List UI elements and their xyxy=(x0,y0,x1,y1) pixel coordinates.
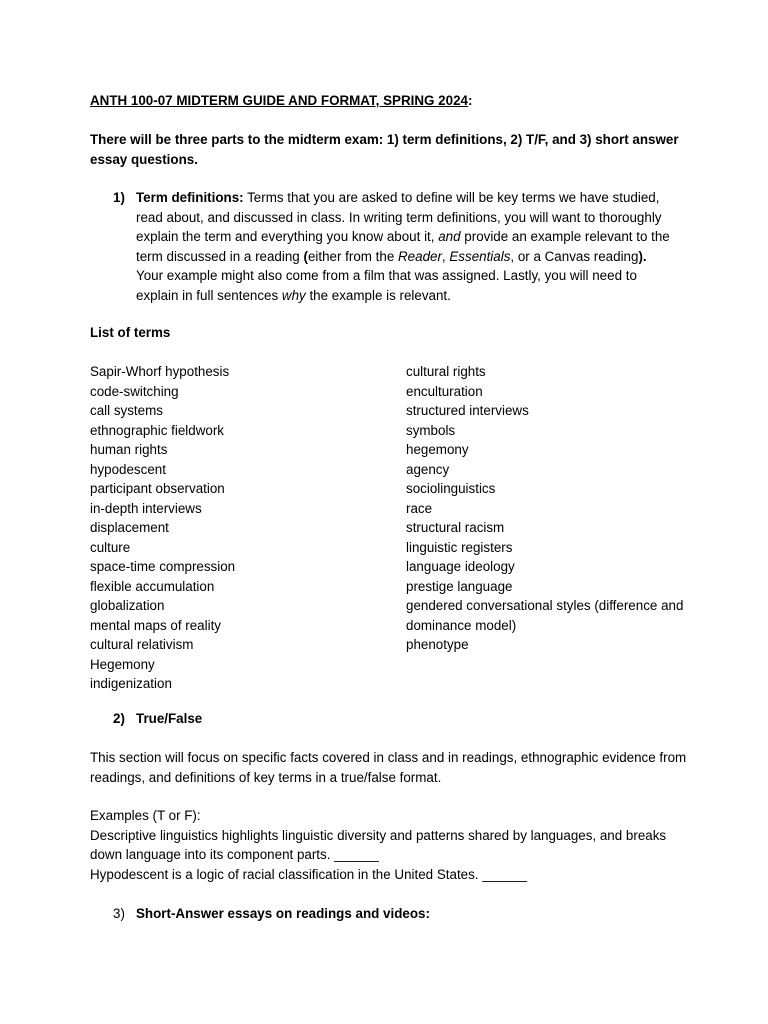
term-item: culture xyxy=(90,539,131,555)
term-item: agency xyxy=(406,461,450,477)
term-item: displacement xyxy=(90,520,169,535)
title-underlined: ANTH 100-07 MIDTERM GUIDE AND FORMAT, SPRING 2024 xyxy=(90,93,468,108)
term-item: code-switching xyxy=(90,383,179,399)
section-1-paren: ). xyxy=(638,248,647,264)
exam-intro: There will be three parts to the midterm exam: 1) term definitions, 2) T/F, and 3) short answer essay questions. xyxy=(90,132,679,167)
section-1-paren: ( xyxy=(303,248,308,264)
term-item: symbols xyxy=(406,422,456,438)
section-true-false xyxy=(113,709,673,729)
term-item: Sapir-Whorf hypothesis xyxy=(90,364,230,379)
term-item: space-time compression xyxy=(90,559,236,574)
section-1-and: and xyxy=(438,229,461,244)
term-item: gendered conversational styles (difference and dominance model) xyxy=(406,598,684,633)
term-item: cultural relativism xyxy=(90,637,194,652)
term-item: structured interviews xyxy=(406,403,529,418)
term-item: hypodescent xyxy=(90,461,166,477)
term-item: in-depth interviews xyxy=(90,500,202,516)
terms-heading: List of terms xyxy=(90,325,171,340)
term-item: race xyxy=(406,500,433,516)
section-2-number: 2) xyxy=(113,711,125,726)
term-item: sociolinguistics xyxy=(406,481,496,496)
title-colon: : xyxy=(467,93,473,108)
term-item: structural racism xyxy=(406,520,505,535)
section-3-number: 3) xyxy=(113,906,125,921)
term-item: hegemony xyxy=(406,442,469,457)
section-term-definitions xyxy=(113,188,673,305)
section-short-answer xyxy=(113,904,673,924)
true-false-examples xyxy=(90,806,690,884)
term-item: linguistic registers xyxy=(406,539,513,555)
terms-column-right xyxy=(406,362,686,655)
document-title xyxy=(90,91,472,111)
section-1-why: why xyxy=(281,287,306,303)
section-1-heading: Term definitions: xyxy=(136,190,244,205)
term-item: flexible accumulation xyxy=(90,578,215,594)
section-1-text: Your example might also come from a film that was assigned. Lastly, you will need to explain in full sentences xyxy=(136,268,637,303)
term-item: language ideology xyxy=(406,559,515,574)
term-item: globalization xyxy=(90,598,165,613)
term-item: ethnographic fieldwork xyxy=(90,422,224,438)
section-1-text: provide an example relevant to the term discussed in a reading xyxy=(136,229,670,264)
term-item: call systems xyxy=(90,403,163,418)
section-1-text: , xyxy=(441,248,450,264)
example-item: Hypodescent is a logic of racial classification in the United States. ______ xyxy=(90,866,527,882)
section-1-number: 1) xyxy=(113,190,125,205)
example-item: Descriptive linguistics highlights linguistic diversity and patterns shared by languages, and breaks down language into its component parts. ______ xyxy=(90,827,667,862)
section-1-text: either from the xyxy=(307,248,398,264)
section-1-text: the example is relevant. xyxy=(305,287,451,303)
term-item: indigenization xyxy=(90,676,172,691)
section-1-reader: Reader xyxy=(398,248,442,264)
section-1-body xyxy=(136,188,673,305)
terms-column-left xyxy=(90,362,390,694)
term-item: Hegemony xyxy=(90,656,155,672)
term-item: human rights xyxy=(90,442,168,457)
true-false-description: This section will focus on specific facts covered in class and in readings, ethnographic evidence from readings, and definitions of key terms in a true/false format. xyxy=(90,750,687,785)
section-1-text: , or a Canvas reading xyxy=(510,248,639,264)
section-2-heading: True/False xyxy=(136,711,203,726)
term-item: participant observation xyxy=(90,481,225,496)
section-1-text: Terms that you are asked to define will be key terms we have studied, read about, and discussed in class. In writing term definitions, you will want to thoroughly explain the term and everything you know about it, xyxy=(136,190,662,244)
section-3-heading: Short-Answer essays on readings and videos: xyxy=(136,906,430,921)
term-item: phenotype xyxy=(406,637,469,652)
term-item: cultural rights xyxy=(406,364,486,379)
term-item: mental maps of reality xyxy=(90,617,221,633)
term-item: prestige language xyxy=(406,578,513,594)
examples-label: Examples (T or F): xyxy=(90,808,201,823)
section-1-essentials: Essentials xyxy=(449,248,511,264)
term-item: enculturation xyxy=(406,383,483,399)
